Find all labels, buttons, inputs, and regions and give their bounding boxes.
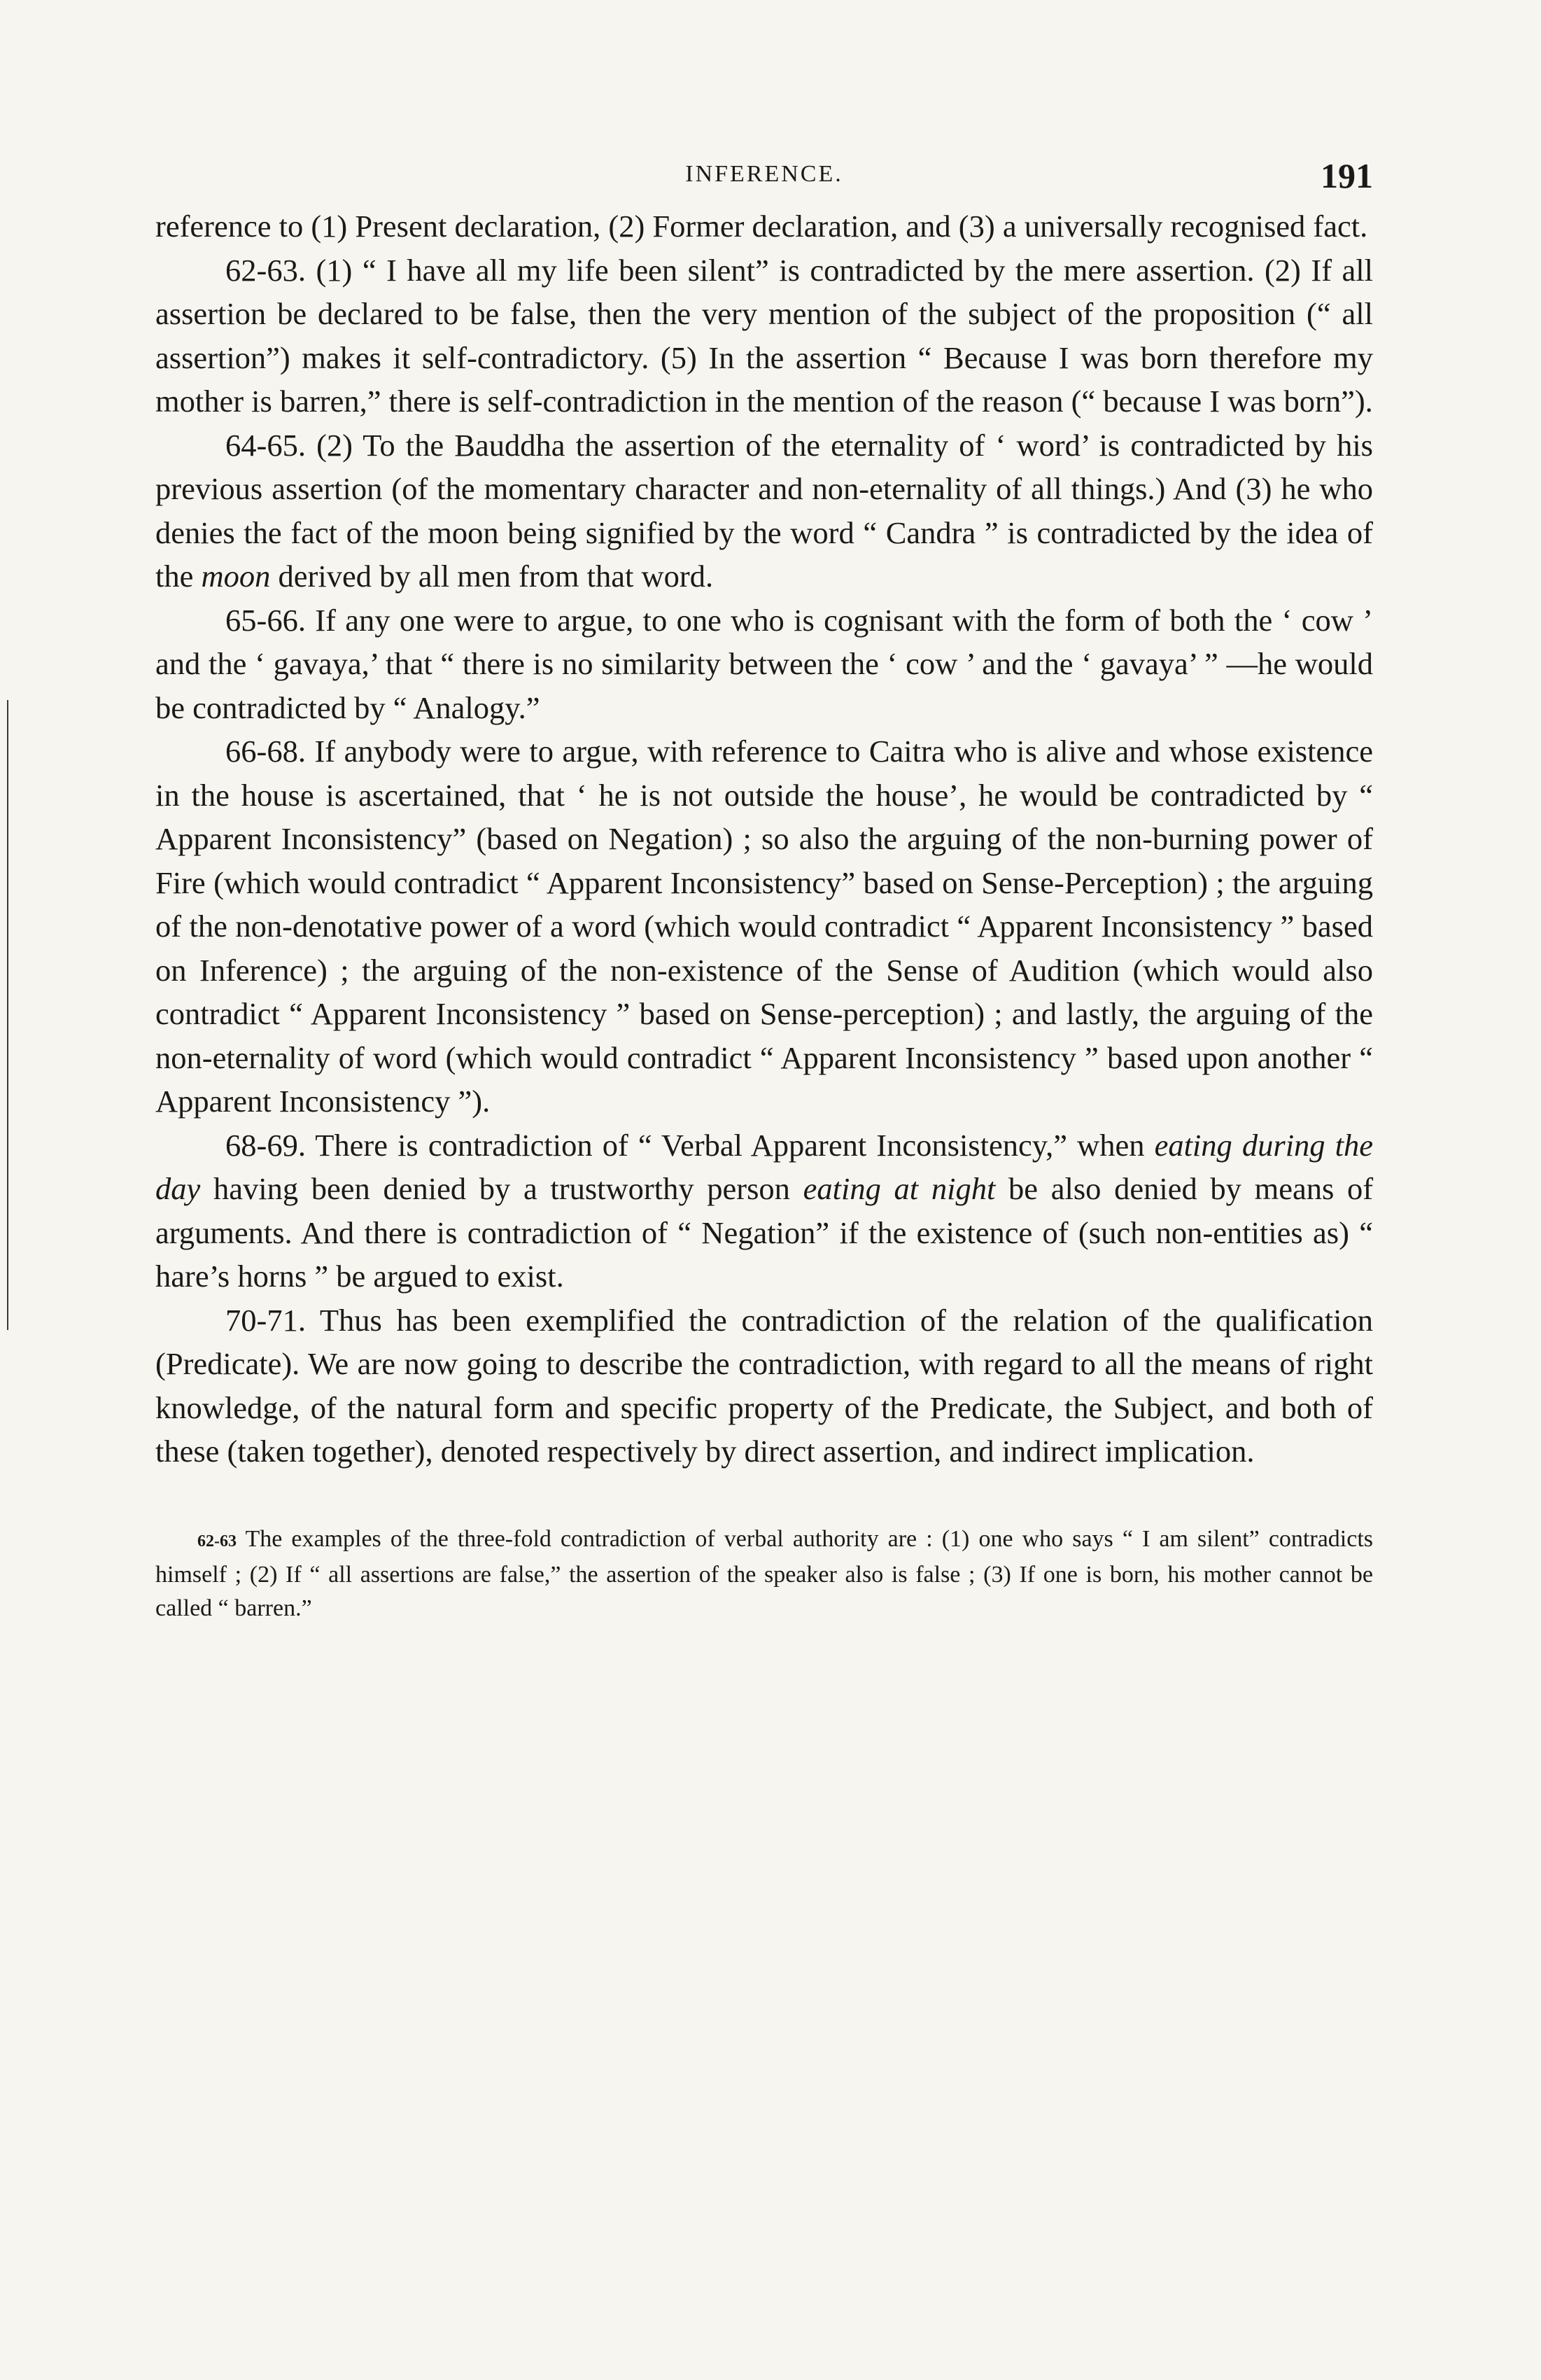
paragraph-62-63: 62-63. (1) “ I have all my life been silent” is contradicted by the mere assertion. (2) If all assertion be declared to be false, then the very mention of the subject of the proposition (“ all assertion”) makes it self-contradictory. (5) In the assertion “ Because I was born therefore my mother is barren,” there is self-contradiction in the mention of the reason (“ because I was born”).	[155, 252, 1373, 419]
body-text	[155, 204, 1373, 1474]
paragraph-text: be also denied by means of arguments. And there is contradiction of “ Negation” if the existence of (such non-entities as) “ hare’s horns ” be argued to exist.	[155, 1171, 1374, 1294]
paragraph-text: having been denied by a trustworthy person	[213, 1171, 790, 1206]
margin-rule	[7, 700, 8, 1330]
running-title: INFERENCE.	[685, 161, 843, 187]
page-number: 191	[1321, 156, 1373, 195]
paragraph-70-71: 70-71. Thus has been exemplified the contradiction of the relation of the qualification (Predicate). We are now going to describe the contradiction, with regard to all the means of right knowledge, of the natural form and specific property of the Predicate, the Subject, and both of these (taken together), denoted respectively by direct assertion, and indirect implication.	[155, 1302, 1373, 1469]
paragraph-65-66: 65-66. If any one were to argue, to one who is cognisant with the form of both the ‘ cow ’ and the ‘ gavaya,’ that “ there is no similarity between the ‘ cow ’ and the ‘ gavaya’ ” —he would be contradicted by “ Analogy.”	[155, 602, 1373, 725]
italic-term: eating during the day	[155, 1127, 1374, 1206]
paragraph-text: 64-65. (2) To the Bauddha the assertion of the eternality of ‘ word’ is contradicted by his previous assertion (of the momentary character and non-eternality of all things.) And (3) he who denies the fact of the moon being signified by the word “ Candra ” is contradicted by the idea of the	[155, 427, 1373, 594]
italic-term: moon	[201, 559, 271, 594]
italic-term: eating at night	[803, 1171, 996, 1206]
paragraph-text: derived by all men from that word.	[278, 559, 714, 594]
running-head	[155, 155, 1373, 204]
paragraph-continuation: reference to (1) Present declaration, (2) Former declaration, and (3) a universally recognised fact.	[155, 209, 1368, 244]
paragraph-68-69	[155, 1124, 1373, 1298]
paragraph-text: 68-69. There is contradiction of “ Verbal Apparent Inconsistency,” when	[225, 1127, 1145, 1163]
paragraph-64-65	[155, 424, 1373, 598]
footnote	[155, 1522, 1373, 1625]
footnote-ref: 62-63	[197, 1532, 237, 1550]
paragraph-66-68: 66-68. If anybody were to argue, with reference to Caitra who is alive and whose existence in the house is ascertained, that ‘ he is not outside the house’, he would be contradicted by “ Apparent Inconsistency” (based on Negation) ; so also the arguing of the non-burning power of Fire (which would contradict “ Apparent Inconsistency” based on Sense-Perception) ; the arguing of the non-denotative power of a word (which would contradict “ Apparent Inconsistency ” based on Inference) ; the arguing of the non-existence of the Sense of Audition (which would also contradict “ Apparent Inconsistency ” based on Sense-perception) ; and lastly, the arguing of the non-eternality of word (which would contradict “ Apparent Inconsistency ” based upon another “ Apparent Inconsistency ”).	[155, 734, 1373, 1119]
page	[155, 155, 1373, 1625]
footnote-text: The examples of the three-fold contradiction of verbal authority are : (1) one who says “ I am silent” contradicts himself ; (2) If “ all assertions are false,” the assertion of the speaker also is false ; (3) If one is born, his mother cannot be called “ barren.”	[155, 1525, 1373, 1621]
